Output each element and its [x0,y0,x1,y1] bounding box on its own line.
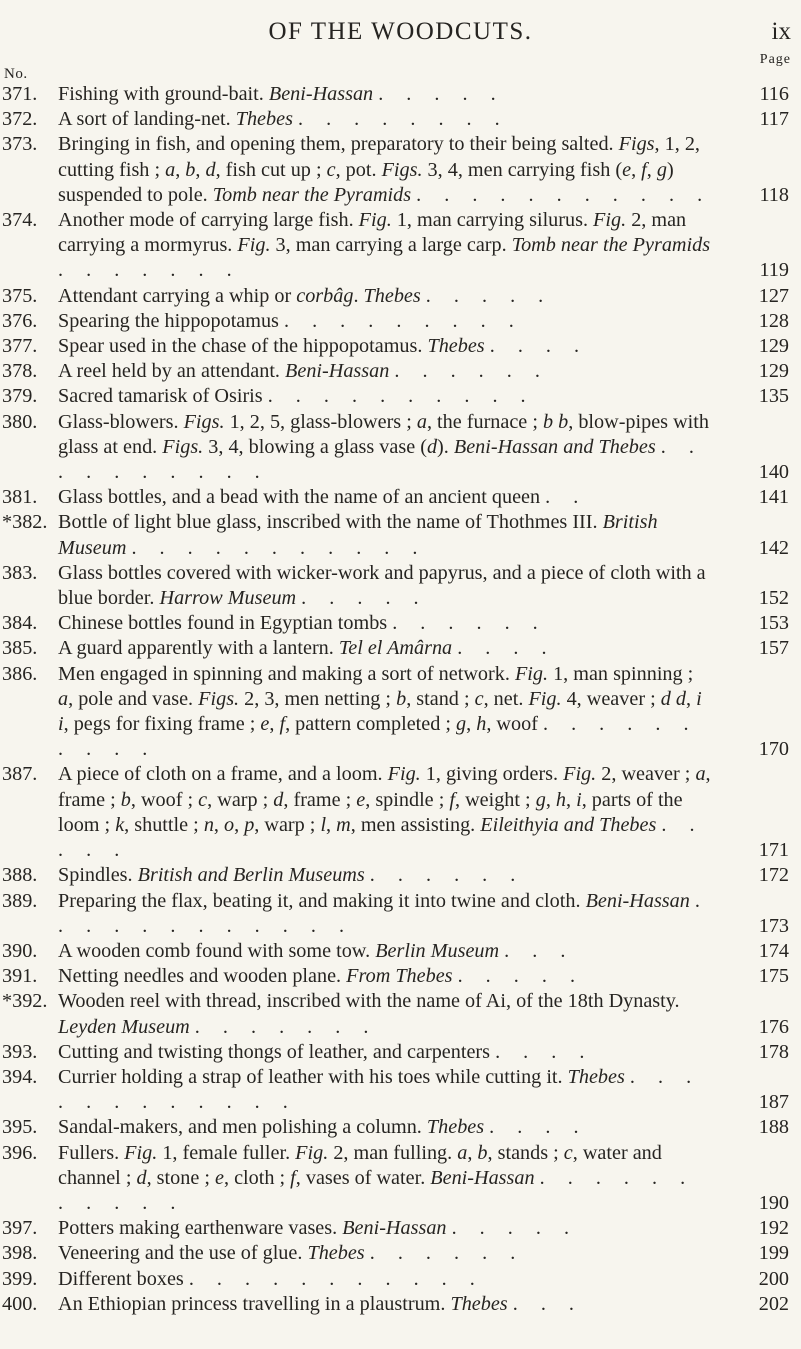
entry-description: Currier holding a strap of leather with his toes while cutting it. Thebes . . . . . . . . . . . . [58,1065,701,1114]
entry-page-number: 116 [759,83,789,105]
entry-page-number: 172 [758,864,789,887]
entry-description: Another mode of carrying large fish. Fig. 1, man carrying silurus. Fig. 2, man carrying a mormyrus. Fig. 3, man carrying a large carp. Tomb near the Pyramids . . . . . . . [58,209,711,282]
entry-page-number: 129 [758,335,789,358]
list-item [0,1115,801,1140]
page-number: ix [771,18,791,45]
entry-page-number: 117 [759,108,789,131]
list-item [0,1040,801,1065]
entry-page-number: 141 [758,486,789,509]
entry-page-number: 192 [758,1217,789,1240]
running-head-title: OF THE WOODCUTS. [268,18,533,45]
entry-page-number: 127 [758,284,789,307]
entry-number: *392. [2,990,48,1013]
entry-number: 379. [2,385,38,408]
entry-page-number: 129 [758,360,789,383]
list-item [0,964,801,989]
entry-number: 375. [2,284,38,307]
column-header-page: Page [759,52,791,67]
entry-description: Bringing in fish, and opening them, preparatory to their being salted. Figs, 1, 2, cutting fish ; a, b, d, fish cut up ; c, pot. Figs. 3, 4, men carrying fish (e, f, g) suspended to pole. Tomb near the Pyramids . . . . . . . . . . . [58,133,712,206]
list-item [0,485,801,510]
entry-number: 373. [2,133,38,156]
list-item [0,762,801,863]
entry-number: 383. [2,561,38,584]
woodcut-list [0,82,801,1317]
entry-page-number: 190 [758,1191,789,1214]
list-item [0,1292,801,1317]
list-item [0,611,801,636]
entry-description: Potters making earthenware vases. Beni-Hassan . . . . . [58,1217,578,1240]
entry-description: A sort of landing-net. Thebes . . . . . . . . [58,108,509,131]
entry-page-number: 178 [758,1040,789,1063]
entry-description: Glass bottles covered with wicker-work and papyrus, and a piece of cloth with a blue border. Harrow Museum . . . . . [58,561,706,610]
entry-page-number: 119 [759,259,789,282]
entry-description: Attendant carrying a whip or corbâg. Thebes . . . . . [58,284,553,307]
entry-number: 397. [2,1217,38,1240]
list-item [0,510,801,560]
entry-description: A piece of cloth on a frame, and a loom. Fig. 1, giving orders. Fig. 2, weaver ; a, frame ; b, woof ; c, warp ; d, frame ; e, spindle ; f, weight ; g, h, i, parts of the loom ; k, shuttle ; n, o, p, warp ; l, m, men assisting. Eileithyia and Thebes . . . . . [58,763,711,862]
entry-number: 385. [2,637,38,660]
entry-description: A reel held by an attendant. Beni-Hassan . . . . . . [58,360,549,383]
list-item [0,334,801,359]
entry-number: 371. [2,83,38,105]
list-item [0,1267,801,1292]
list-item [0,1141,801,1217]
list-item [0,989,801,1039]
list-item [0,132,801,208]
entry-number: 377. [2,335,38,358]
entry-number: 396. [2,1141,38,1164]
entry-description: Sandal-makers, and men polishing a column. Thebes . . . . [58,1116,588,1139]
entry-page-number: 199 [758,1242,789,1265]
list-item [0,939,801,964]
entry-number: 398. [2,1242,38,1265]
entry-number: 387. [2,763,38,786]
entry-description: Wooden reel with thread, inscribed with the name of Ai, of the 18th Dynasty. Leyden Museum . . . . . . . [58,990,680,1038]
list-item [0,889,801,939]
entry-page-number: 202 [758,1292,789,1315]
entry-page-number: 153 [758,612,789,635]
entry-number: 394. [2,1065,38,1088]
list-item [0,1216,801,1241]
list-item [0,309,801,334]
entry-page-number: 157 [758,637,789,660]
entry-page-number: 140 [758,461,789,484]
running-head [0,18,801,48]
entry-number: 384. [2,612,38,635]
entry-description: Cutting and twisting thongs of leather, and carpenters . . . . [58,1040,594,1063]
entry-description: Glass bottles, and a bead with the name of an ancient queen . . [58,486,588,509]
list-item [0,208,801,284]
list-item [0,410,801,486]
entry-page-number: 188 [758,1116,789,1139]
entry-page-number: 200 [758,1267,789,1290]
entry-number: 400. [2,1292,38,1315]
entry-page-number: 176 [758,1015,789,1038]
list-item [0,359,801,384]
entry-description: Fullers. Fig. 1, female fuller. Fig. 2, man fulling. a, b, stands ; c, water and channel ; d, stone ; e, cloth ; f, vases of water. Beni-Hassan . . . . . . . . . . . [58,1141,695,1214]
entry-page-number: 174 [758,939,789,962]
list-item [0,863,801,888]
entry-number: 378. [2,360,38,383]
entry-number: 381. [2,486,38,509]
entry-description: Bottle of light blue glass, inscribed with the name of Thothmes III. British Museum . . . . . . . . . . . [58,511,658,559]
entry-page-number: 135 [758,385,789,408]
entry-page-number: 142 [758,536,789,559]
entry-number: 374. [2,209,38,232]
entry-page-number: 152 [758,587,789,610]
entry-page-number: 128 [758,309,789,332]
column-header-number: No. [4,66,28,82]
entry-description: Preparing the flax, beating it, and making it into twine and cloth. Beni-Hassan . . . . . . . . . . . . [58,889,709,937]
entry-page-number: 118 [759,183,789,206]
entry-description: Veneering and the use of glue. Thebes . . . . . . [58,1242,525,1265]
entry-number: 380. [2,410,38,433]
entry-page-number: 175 [758,965,789,988]
entry-number: 376. [2,309,38,332]
entry-description: Men engaged in spinning and making a sort of network. Fig. 1, man spinning ; a, pole and vase. Figs. 2, 3, men netting ; b, stand ; c, net. Fig. 4, weaver ; d d, i i, pegs for fixing frame ; e, f, pattern completed ; g, h, woof . . . . . . . . . . [58,662,702,761]
list-item [0,384,801,409]
list-item [0,82,801,107]
entry-number: 399. [2,1267,38,1290]
entry-number: 395. [2,1116,38,1139]
entry-number: 386. [2,662,38,685]
entry-description: Spear used in the chase of the hippopotamus. Thebes . . . . [58,335,589,358]
entry-number: 372. [2,108,38,131]
list-item [0,662,801,763]
entry-number: 389. [2,889,38,912]
entry-page-number: 173 [758,914,789,937]
list-item [0,1241,801,1266]
entry-description: A guard apparently with a lantern. Tel el Amârna . . . . [58,637,556,660]
entry-description: Fishing with ground-bait. Beni-Hassan . . . . . [58,83,505,105]
entry-description: Sacred tamarisk of Osiris . . . . . . . . . . [58,385,535,408]
entry-description: Spindles. British and Berlin Museums . . . . . . [58,864,525,887]
list-item [0,561,801,611]
list-item [0,107,801,132]
list-item [0,636,801,661]
entry-number: 390. [2,939,38,962]
list-item [0,1065,801,1115]
entry-number: *382. [2,511,48,534]
entry-page-number: 171 [758,839,789,862]
entry-number: 391. [2,965,38,988]
entry-page-number: 187 [758,1091,789,1114]
entry-number: 393. [2,1040,38,1063]
entry-page-number: 170 [758,738,789,761]
entry-description: Spearing the hippopotamus . . . . . . . . . [58,309,523,332]
entry-number: 388. [2,864,38,887]
entry-description: Glass-blowers. Figs. 1, 2, 5, glass-blowers ; a, the furnace ; b b, blow-pipes with glass at end. Figs. 3, 4, blowing a glass vase (d). Beni-Hassan and Thebes . . . . . . . . . . [58,410,709,484]
entry-description: Different boxes . . . . . . . . . . . [58,1267,484,1290]
entry-description: A wooden comb found with some tow. Berlin Museum . . . [58,939,575,962]
entry-description: Netting needles and wooden plane. From Thebes . . . . . [58,965,584,988]
list-item [0,284,801,309]
entry-description: Chinese bottles found in Egyptian tombs . . . . . . [58,612,547,635]
entry-description: An Ethiopian princess travelling in a plaustrum. Thebes . . . [58,1292,583,1315]
